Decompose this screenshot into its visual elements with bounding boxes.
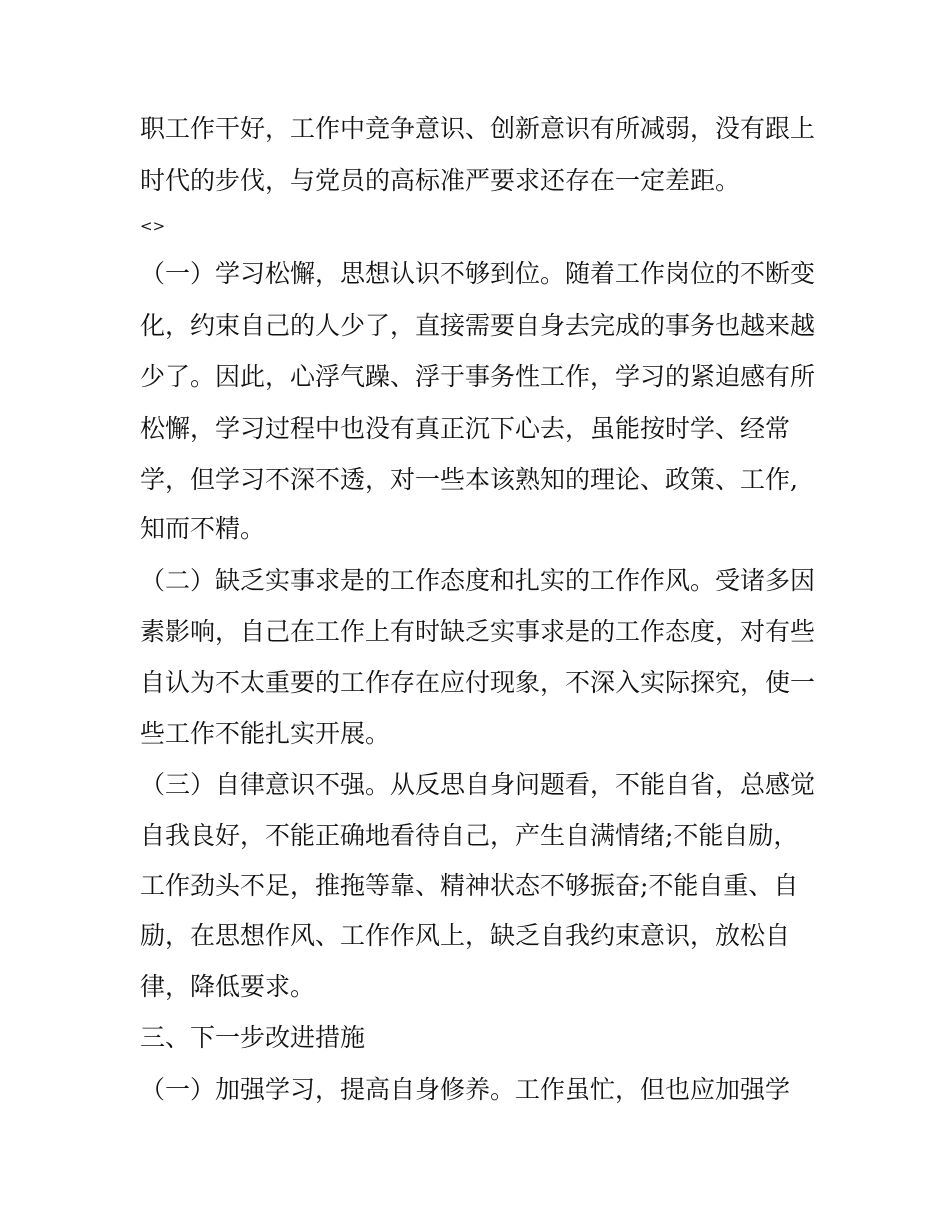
text-line: 学，但学习不深不透，对一些本该熟知的理论、政策、工作, [140, 465, 798, 494]
text-line: 松懈，学习过程中也没有真正沉下心去，虽能按时学、经常 [140, 414, 791, 443]
text-line: 素影响，自己在工作上有时缺乏实事求是的工作态度，对有些 [140, 617, 816, 646]
section-item-1: （一）学习松懈，思想认识不够到位。随着工作岗位的不断变 [140, 259, 816, 288]
text-line: 时代的步伐，与党员的高标准严要求还存在一定差距。 [140, 166, 741, 195]
text-line: 自认为不太重要的工作存在应付现象，不深入实际探究，使一 [140, 668, 816, 697]
section-item-1: （一）加强学习，提高自身修养。工作虽忙，但也应加强学 [140, 1075, 791, 1104]
text-line: 化，约束自己的人少了，直接需要自身去完成的事务也越来越 [140, 311, 816, 340]
text-line: 励，在思想作风、工作作风上，缺乏自我约束意识，放松自 [140, 921, 791, 950]
text-line: 工作劲头不足，推拖等靠、精神状态不够振奋;不能自重、自 [140, 871, 799, 900]
text-line: 职工作干好，工作中竞争意识、创新意识有所减弱，没有跟上 [140, 114, 816, 143]
text-line: 自我良好，不能正确地看待自己，产生自满情绪;不能自励， [140, 821, 799, 850]
text-line: 少了。因此，心浮气躁、浮于事务性工作，学习的紧迫感有所 [140, 362, 816, 391]
text-marker: <> [140, 217, 166, 235]
section-heading: 三、下一步改进措施 [140, 1023, 366, 1052]
section-item-3: （三）自律意识不强。从反思自身问题看，不能自省，总感觉 [140, 770, 816, 799]
text-line: 律，降低要求。 [140, 972, 316, 1001]
text-line: 些工作不能扎实开展。 [140, 719, 391, 748]
section-item-2: （二）缺乏实事求是的工作态度和扎实的工作作风。受诸多因 [140, 566, 816, 595]
text-line: 知而不精。 [140, 514, 266, 543]
